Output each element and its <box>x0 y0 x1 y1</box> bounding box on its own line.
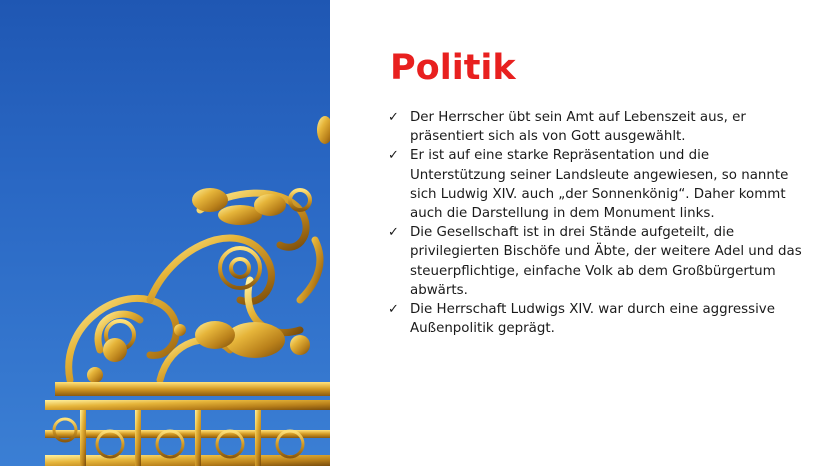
bullet-item <box>388 300 808 338</box>
bullet-list <box>388 108 808 338</box>
bullet-item <box>388 108 808 146</box>
check-icon: ✓ <box>388 302 399 318</box>
bullet-text: Er ist auf eine starke Repräsentation und die Unterstützung seiner Landsleute angewiesen, so nannte sich Ludwig XIV. auch „der Sonnenkönig“. Daher kommt auch die Darstellung in dem Monument links. <box>410 148 789 222</box>
check-icon: ✓ <box>388 225 399 241</box>
golden-gate-ornament-icon <box>0 0 330 466</box>
slide-title: Politik <box>390 48 516 88</box>
bullet-text: Der Herrscher übt sein Amt auf Lebenszeit aus, er präsentiert sich als von Gott ausgewählt. <box>410 110 746 145</box>
bullet-text: Die Gesellschaft ist in drei Stände aufgeteilt, die privilegierten Bischöfe und Äbte, der weitere Adel und das steuerpflichtige, einfache Volk ab dem Großbürgertum abwärts. <box>410 225 802 298</box>
check-icon: ✓ <box>388 110 399 125</box>
bullet-item <box>388 146 808 223</box>
check-icon: ✓ <box>388 148 399 164</box>
bullet-item <box>388 223 808 300</box>
slide-content <box>330 0 828 466</box>
golden-gate-photo <box>0 0 330 466</box>
bullet-text: Die Herrschaft Ludwigs XIV. war durch eine aggressive Außenpolitik geprägt. <box>410 302 775 337</box>
